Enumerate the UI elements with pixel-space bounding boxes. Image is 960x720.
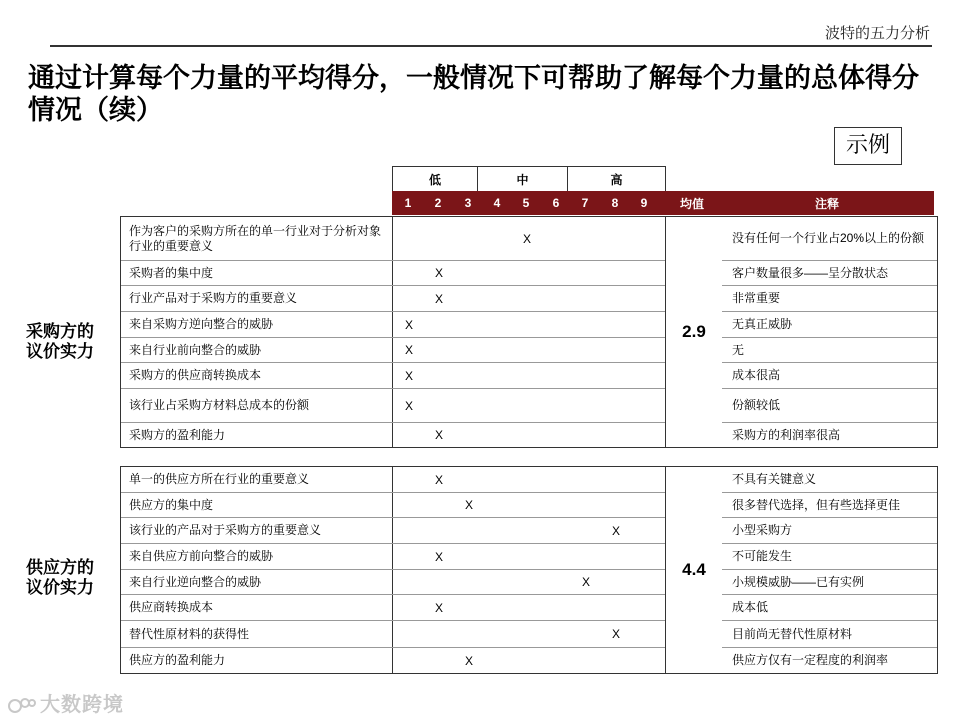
watermark — [8, 688, 124, 717]
table-row — [121, 648, 937, 673]
table-row — [121, 621, 937, 648]
criterion-cell: 来自采购方逆向整合的威胁 — [121, 312, 393, 337]
score-mark: X — [435, 266, 444, 280]
note-cell: 成本很高 — [721, 363, 937, 388]
scale-number: 4 — [493, 196, 501, 210]
table-row — [121, 389, 937, 423]
watermark-text: 大数跨境 — [40, 694, 124, 716]
note-cell: 非常重要 — [721, 286, 937, 311]
criterion-cell: 采购者的集中度 — [121, 261, 393, 285]
criterion-cell: 供应方的集中度 — [121, 493, 393, 517]
table-row — [121, 338, 937, 363]
score-mark: X — [465, 498, 474, 512]
note-cell: 很多替代选择，但有些选择更佳 — [721, 493, 937, 517]
scale-number: 7 — [581, 196, 589, 210]
criterion-cell: 供应商转换成本 — [121, 595, 393, 620]
group-label-buyers — [26, 322, 94, 362]
criterion-cell: 作为客户的采购方所在的单一行业对于分析对象行业的重要意义 — [121, 217, 393, 260]
criterion-cell: 来自供应方前向整合的威胁 — [121, 544, 393, 569]
table-row — [121, 286, 937, 312]
criterion-cell: 采购方的盈利能力 — [121, 423, 393, 447]
note-cell: 目前尚无替代性原材料 — [721, 621, 937, 647]
score-mark: X — [405, 343, 414, 357]
score-mark: X — [405, 317, 414, 332]
scale-number: 5 — [522, 196, 530, 210]
note-cell: 没有任何一个行业占20%以上的份额 — [721, 217, 937, 260]
supplier-average-value: 4.4 — [665, 467, 722, 673]
scale-number: 1 — [404, 196, 412, 210]
group-label-line: 采购方的 — [26, 322, 94, 341]
table-row — [121, 261, 937, 286]
scale-number: 3 — [464, 196, 472, 210]
table-row — [121, 518, 937, 544]
buyer-power-table — [120, 216, 938, 448]
scale-number: 9 — [640, 196, 648, 210]
score-mark: X — [612, 523, 621, 538]
note-cell: 供应方仅有一定程度的利润率 — [721, 648, 937, 673]
note-cell: 无 — [721, 338, 937, 362]
scale-level-low: 低 — [393, 167, 478, 191]
table-row — [121, 312, 937, 338]
score-mark: X — [435, 549, 444, 564]
table-row — [121, 217, 937, 261]
group-label-line: 议价实力 — [26, 578, 94, 597]
group-label-suppliers — [26, 558, 94, 598]
note-cell: 小规模威胁——已有实例 — [721, 570, 937, 594]
criterion-cell: 该行业的产品对于采购方的重要意义 — [121, 518, 393, 543]
note-cell: 不可能发生 — [721, 544, 937, 569]
scale-level-header — [392, 166, 666, 192]
criterion-cell: 采购方的供应商转换成本 — [121, 363, 393, 388]
scale-number: 8 — [611, 196, 619, 210]
criterion-cell: 来自行业前向整合的威胁 — [121, 338, 393, 362]
table-row — [121, 595, 937, 621]
scale-number: 2 — [434, 196, 442, 210]
note-cell: 成本低 — [721, 595, 937, 620]
note-cell: 采购方的利润率很高 — [721, 423, 937, 447]
score-mark: X — [582, 575, 591, 589]
group-label-line: 供应方的 — [26, 558, 94, 577]
score-mark: X — [523, 231, 532, 246]
criterion-cell: 该行业占采购方材料总成本的份额 — [121, 389, 393, 422]
note-cell: 不具有关键意义 — [721, 467, 937, 492]
buyer-average-value: 2.9 — [665, 217, 722, 447]
criterion-cell: 行业产品对于采购方的重要意义 — [121, 286, 393, 311]
scale-level-mid: 中 — [478, 167, 568, 191]
criterion-cell: 替代性原材料的获得性 — [121, 621, 393, 647]
score-mark: X — [405, 368, 414, 383]
average-header: 均值 — [664, 191, 720, 215]
scale-number-header — [392, 191, 664, 215]
score-mark: X — [435, 600, 444, 615]
header-divider — [50, 45, 932, 47]
section-title: 波特的五力分析 — [824, 25, 930, 42]
note-cell: 小型采购方 — [721, 518, 937, 543]
table-row — [121, 570, 937, 595]
scale-level-high: 高 — [610, 172, 623, 187]
note-cell: 份额较低 — [721, 389, 937, 422]
note-cell: 无真正威胁 — [721, 312, 937, 337]
score-mark: X — [435, 428, 444, 442]
table-row — [121, 423, 937, 447]
table-row — [121, 493, 937, 518]
table-row — [121, 363, 937, 389]
watermark-logo-icon — [8, 696, 36, 716]
page-title: 通过计算每个力量的平均得分，一般情况下可帮助了解每个力量的总体得分情况（续） — [28, 63, 919, 125]
score-mark: X — [435, 291, 444, 306]
criterion-cell: 单一的供应方所在行业的重要意义 — [121, 467, 393, 492]
table-row — [121, 544, 937, 570]
score-mark: X — [405, 398, 414, 413]
score-mark: X — [612, 627, 621, 641]
score-mark: X — [465, 653, 474, 668]
supplier-power-table — [120, 466, 938, 674]
note-header: 注释 — [720, 191, 934, 215]
group-label-line: 议价实力 — [26, 342, 94, 361]
score-mark: X — [435, 472, 444, 487]
note-cell: 客户数量很多——呈分散状态 — [721, 261, 937, 285]
example-badge: 示例 — [834, 127, 902, 165]
table-row — [121, 467, 937, 493]
criterion-cell: 供应方的盈利能力 — [121, 648, 393, 673]
scale-number: 6 — [552, 196, 560, 210]
criterion-cell: 来自行业逆向整合的威胁 — [121, 570, 393, 594]
